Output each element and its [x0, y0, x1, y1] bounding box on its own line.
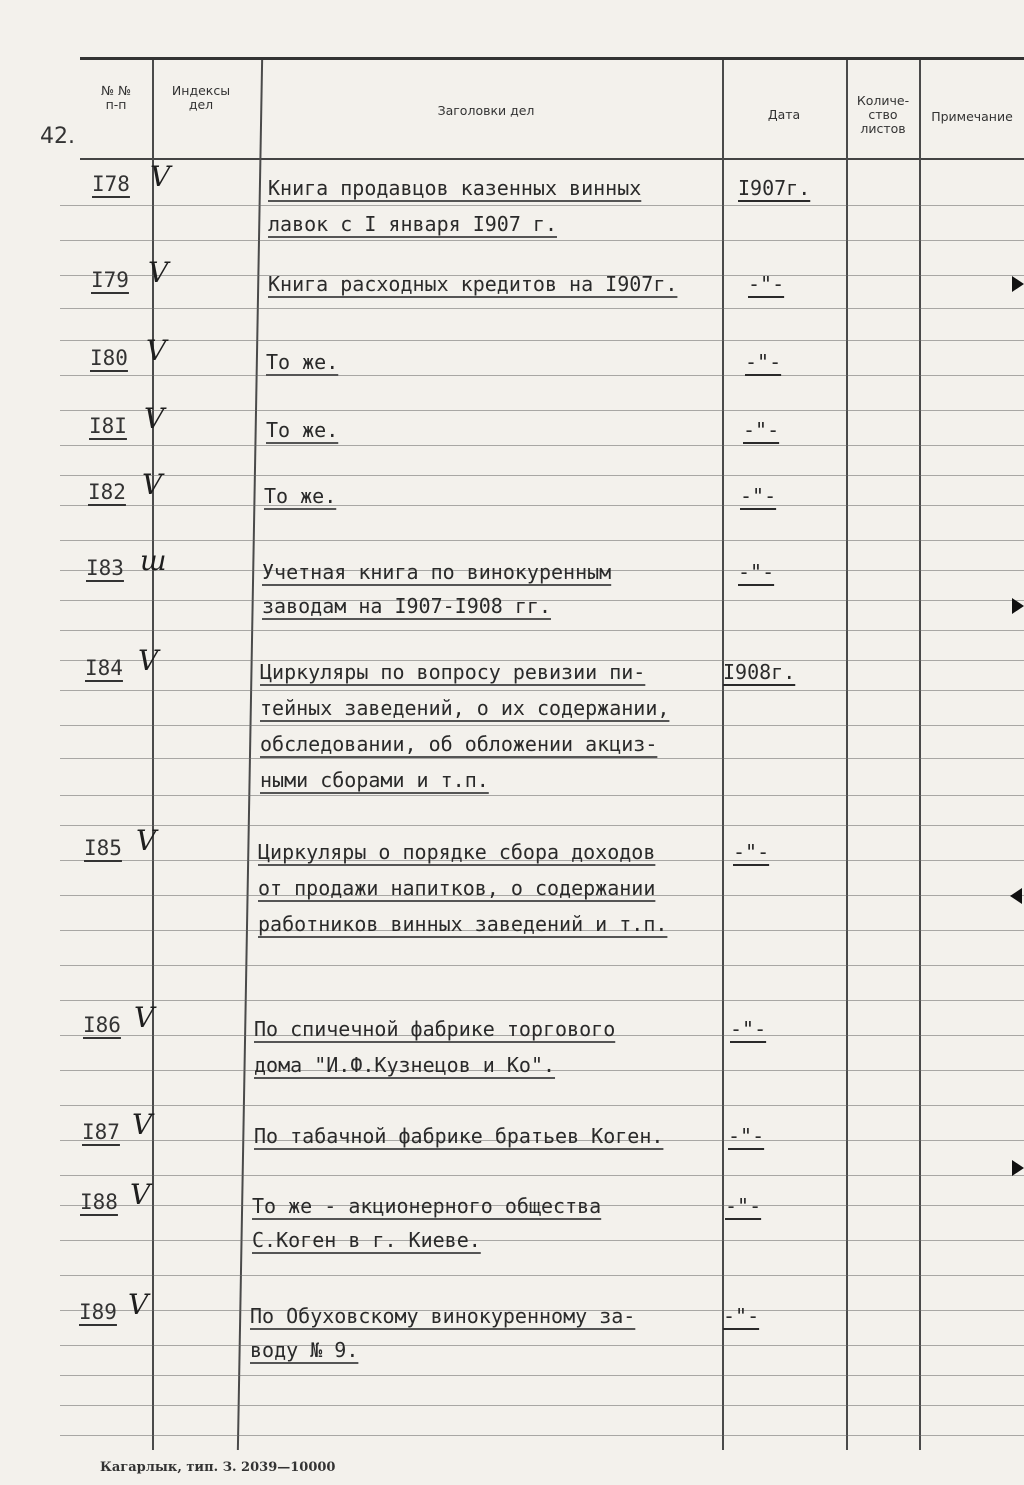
col-divider-5 — [919, 60, 921, 1450]
row-number: I83 — [86, 556, 124, 580]
row-number: I82 — [88, 480, 126, 504]
case-title-line: С.Коген в г. Киеве. — [252, 1228, 481, 1252]
case-title-line: Учетная книга по винокуренным — [262, 560, 612, 584]
col-divider-3 — [722, 60, 724, 1450]
case-title-line: Книга продавцов казенных винных — [268, 176, 642, 200]
col-divider-4 — [846, 60, 848, 1450]
ruled-line — [60, 795, 1024, 796]
page-number: 42. — [40, 124, 75, 149]
case-date: -"- — [733, 840, 770, 864]
header-bottom-rule — [80, 158, 1024, 160]
header-col-title: Заголовки дел — [437, 103, 535, 118]
header-col-index: Индексы дел — [171, 83, 231, 112]
ruled-line — [60, 410, 1024, 411]
ruled-line — [60, 308, 1024, 309]
case-title-line: ными сборами и т.п. — [260, 768, 489, 792]
ruled-line — [60, 1000, 1024, 1001]
case-date: -"- — [745, 350, 782, 374]
case-title-line: обследовании, об обложении акциз- — [260, 732, 658, 756]
case-title-line: По Обуховскому винокуренному за- — [250, 1304, 636, 1328]
row-number: I79 — [91, 268, 129, 292]
case-date: -"- — [723, 1304, 760, 1328]
row-number: I86 — [83, 1013, 121, 1037]
ruled-line — [60, 1275, 1024, 1276]
footer-print-info: Кагарлык, тип. З. 2039—10000 — [100, 1460, 336, 1475]
case-title-line: заводам на I907-I908 гг. — [262, 594, 551, 618]
case-date: -"- — [748, 272, 785, 296]
ruled-line — [60, 725, 1024, 726]
row-number: I87 — [82, 1120, 120, 1144]
ruled-line — [60, 505, 1024, 506]
ruled-line — [60, 630, 1024, 631]
ruled-line — [60, 340, 1024, 341]
case-title-line: дома "И.Ф.Кузнецов и Ко". — [254, 1053, 556, 1077]
edge-mark — [1010, 888, 1022, 904]
case-title-line: Циркуляры о порядке сбора доходов — [258, 840, 656, 864]
ruled-line — [60, 1105, 1024, 1106]
check-mark: V — [142, 468, 163, 501]
case-title-line: Циркуляры по вопросу ревизии пи- — [260, 660, 646, 684]
ruled-line — [60, 1375, 1024, 1376]
case-date: -"- — [740, 484, 777, 508]
edge-mark — [1012, 1160, 1024, 1176]
check-mark: V — [148, 256, 169, 289]
ruled-line — [60, 1345, 1024, 1346]
case-title-line: от продажи напитков, о содержании — [258, 876, 656, 900]
ruled-line — [60, 205, 1024, 206]
check-mark: V — [138, 644, 159, 677]
case-title-line: То же - акционерного общества — [252, 1194, 602, 1218]
check-mark: V — [136, 824, 157, 857]
case-date: -"- — [730, 1017, 767, 1041]
case-title-line: работников винных заведений и т.п. — [258, 912, 668, 936]
header-top-rule — [80, 57, 1024, 60]
case-date: -"- — [728, 1124, 765, 1148]
check-mark: V — [150, 160, 171, 193]
header-col-date: Дата — [767, 107, 801, 122]
case-title-line: По табачной фабрике братьев Коген. — [254, 1124, 664, 1148]
case-title-line: То же. — [266, 350, 339, 374]
edge-mark — [1012, 598, 1024, 614]
check-mark: V — [130, 1178, 151, 1211]
ruled-line — [60, 690, 1024, 691]
header-col-no: № № п-п — [101, 83, 131, 112]
check-mark: ш — [140, 544, 167, 577]
check-mark: V — [146, 334, 167, 367]
ruled-line — [60, 1405, 1024, 1406]
ruled-line — [60, 375, 1024, 376]
check-mark: V — [144, 402, 165, 435]
case-title-line: лавок с I января I907 г. — [268, 212, 557, 236]
row-number: I84 — [85, 656, 123, 680]
row-number: I8I — [89, 414, 127, 438]
case-title-line: То же. — [266, 418, 339, 442]
case-title-line: воду № 9. — [250, 1338, 359, 1362]
row-number: I78 — [92, 172, 130, 196]
case-title-line: По спичечной фабрике торгового — [254, 1017, 616, 1041]
edge-mark — [1012, 276, 1024, 292]
row-number: I85 — [84, 836, 122, 860]
row-number: I88 — [80, 1190, 118, 1214]
case-date: -"- — [743, 418, 780, 442]
check-mark: V — [134, 1001, 155, 1034]
case-title-line: Книга расходных кредитов на I907г. — [268, 272, 678, 296]
case-title-line: То же. — [264, 484, 337, 508]
ruled-line — [60, 758, 1024, 759]
case-date: I907г. — [738, 176, 811, 200]
row-number: I89 — [79, 1300, 117, 1324]
header-col-note: Примечание — [931, 109, 1013, 124]
check-mark: V — [128, 1288, 149, 1321]
header-col-sheets: Количе- ство листов — [856, 93, 910, 136]
ruled-line — [60, 1175, 1024, 1176]
ruled-line — [60, 540, 1024, 541]
ruled-line — [60, 1435, 1024, 1436]
row-number: I80 — [90, 346, 128, 370]
ruled-line — [60, 1240, 1024, 1241]
case-date: -"- — [725, 1194, 762, 1218]
ruled-line — [60, 475, 1024, 476]
case-date: I908г. — [723, 660, 796, 684]
ruled-line — [60, 965, 1024, 966]
case-date: -"- — [738, 560, 775, 584]
ruled-line — [60, 825, 1024, 826]
ruled-line — [60, 445, 1024, 446]
check-mark: V — [132, 1108, 153, 1141]
ruled-line — [60, 240, 1024, 241]
case-title-line: тейных заведений, о их содержании, — [260, 696, 670, 720]
